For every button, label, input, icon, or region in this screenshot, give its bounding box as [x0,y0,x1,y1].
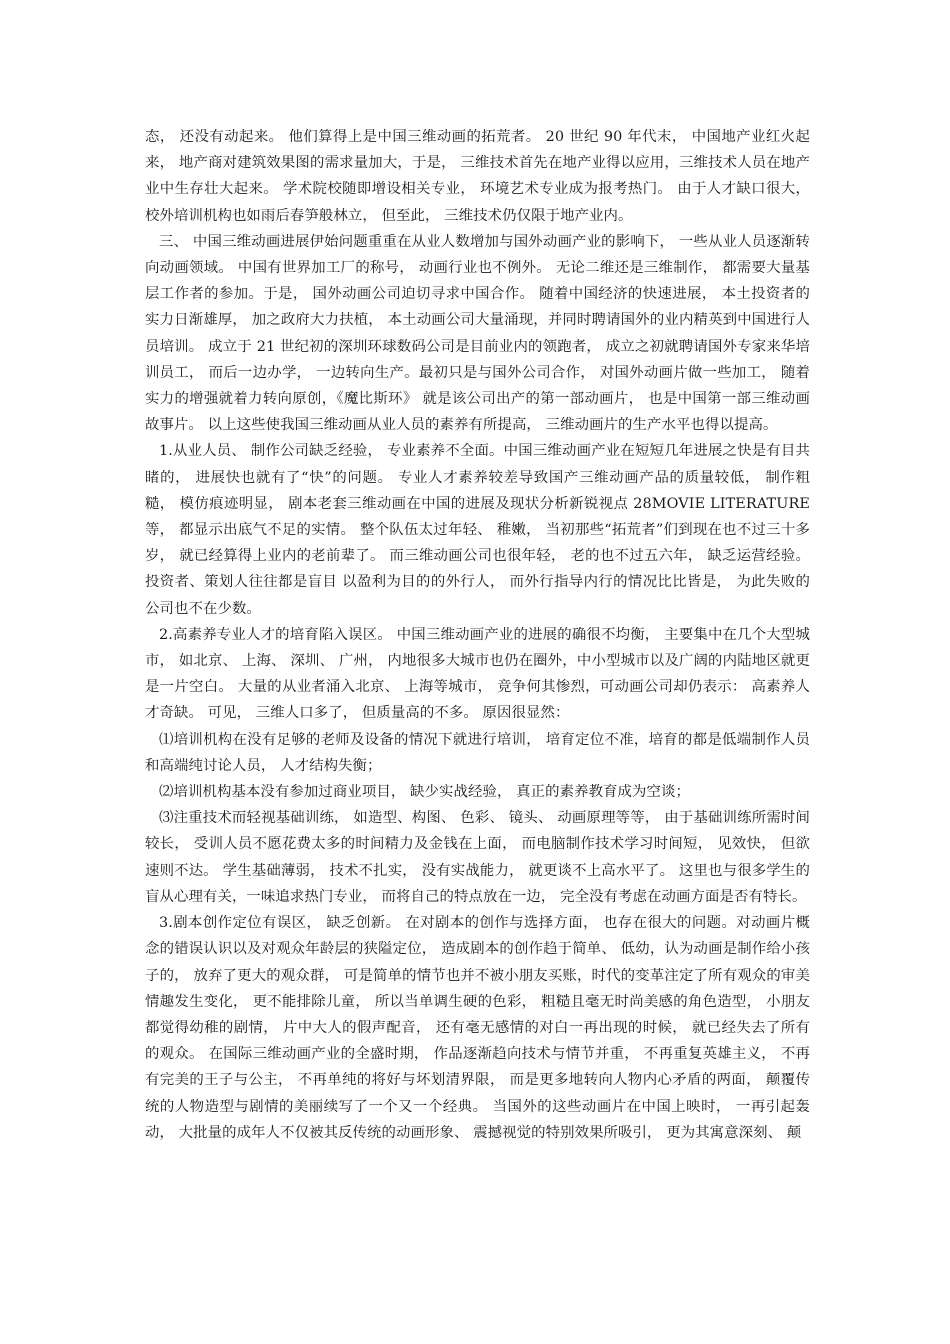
paragraph-subpoint-3: ⑶注重技术而轻视基础训练， 如造型、构图、 色彩、 镜头、 动画原理等等， 由于基础训练所需时间较长， 受训人员不愿花费太多的时间精力及金钱在上面， 而电脑制作技术学习时间短， 见效快， 但欲速则不达。 学生基础薄弱， 技术不扎实， 没有实战能力， 就更谈不上高水平了。 这里也与很多学生的盲从心理有关，一味追求热门专业， 而将自己的特点放在一边， 完全没有考虑在动画方面是否有特长。 [145,810,810,905]
paragraph-point-two: 2.高素养专业人才的培育陷入误区。 中国三维动画产业的进展的确很不均衡， 主要集中在几个大型城市， 如北京、 上海、 深圳、 广州， 内地很多大城市也仍在圈外，中小型城市以及广阔的内陆地区就更是一片空白。 大量的从业者涌入北京、 上海等城市， 竞争何其惨烈，可动画公司却仍表示： 高素养人才奇缺。 可见， 三维人口多了， 但质量高的不多。 原因很显然： [145,626,810,722]
paragraph-point-one: 1.从业人员、 制作公司缺乏经验， 专业素养不全面。中国三维动画产业在短短几年进展之快是有目共睹的， 进展快也就有了“快”的问题。 专业人才素养较差导致国产三维动画产品的质量较低， 制作粗糙， 模仿痕迹明显， 剧本老套三维动画在中国的进展及现状分析新锐视点 28MOVIE LITERATURE 等， 都显示出底气不足的实情。 整个队伍太过年轻、 稚嫩， 当初那些“拓荒者”们到现在也不过三十多岁， 就已经算得上业内的老前辈了。 而三维动画公司也很年轻， 老的也不过五六年， 缺乏运营经验。 投资者、策划人往往都是盲目 以盈利为目的的外行人， 而外行指导内行的情况比比皆是， 为此失败的公司也不在少数。 [145,443,810,617]
document-page [145,124,810,1146]
paragraph-subpoint-2: ⑵培训机构基本没有参加过商业项目， 缺少实战经验， 真正的素养教育成为空谈； [159,784,691,801]
paragraph-section-three: 三、 中国三维动画进展伊始问题重重在从业人数增加与国外动画产业的影响下， 一些从业人员逐渐转向动画领域。 中国有世界加工厂的称号， 动画行业也不例外。 无论二维还是三维制作， 都需要大量基层工作者的参加。于是， 国外动画公司迫切寻求中国合作。 随着中国经济的快速进展， 本土投资者的实力日渐雄厚， 加之政府大力扶植， 本土动画公司大量涌现，并同时聘请国外的业内精英到中国进行人员培训。 成立于 21 世纪初的深圳环球数码公司是目前业内的领跑者， 成立之初就聘请国外专家来华培训员工， 而后一边办学， 一边转向生产。最初只是与国外公司合作， 对国外动画片做一些加工， 随着实力的增强就着力转向原创，《魔比斯环》 就是该公司出产的第一部动画片， 也是中国第一部三维动画故事片。 以上这些使我国三维动画从业人员的素养有所提高， 三维动画片的生产水平也得以提高。 [145,233,810,434]
paragraph-point-three: 3.剧本创作定位有误区， 缺乏创新。 在对剧本的创作与选择方面， 也存在很大的问题。对动画片概念的错误认识以及对观众年龄层的狭隘定位， 造成剧本的创作趋于简单、 低幼，认为动画是制作给小孩子的， 放弃了更大的观众群， 可是简单的情节也并不被小朋友买账，时代的变革注定了所有观众的审美情趣发生变化， 更不能排除儿童， 所以当单调生硬的色彩， 粗糙且毫无时尚美感的角色造型， 小朋友都觉得幼稚的剧情， 片中大人的假声配音， 还有毫无感情的对白一再出现的时候， 就已经失去了所有的观众。 在国际三维动画产业的全盛时期， 作品逐渐趋向技术与情节并重， 不再重复英雄主义， 不再有完美的王子与公主， 不再单纯的将好与坏划清界限， 而是更多地转向人物内心矛盾的两面， 颠覆传统的人物造型与剧情的美丽续写了一个又一个经典。 当国外的这些动画片在中国上映时， 一再引起轰动， 大批量的成年人不仅被其反传统的动画形象、 震撼视觉的特别效果所吸引， 更为其寓意深刻、 颠 [145,915,810,1141]
paragraph-subpoint-1: ⑴培训机构在没有足够的老师及设备的情况下就进行培训， 培育定位不准，培育的都是低端制作人员和高端纯讨论人员， 人才结构失衡； [145,731,810,774]
paragraph-intro-continuation: 态， 还没有动起来。 他们算得上是中国三维动画的拓荒者。 20 世纪 90 年代末， 中国地产业红火起来， 地产商对建筑效果图的需求量加大，于是， 三维技术首先在地产业得以应用，三维技术人员在地产业中生存壮大起来。 学术院校随即增设相关专业， 环境艺术专业成为报考热门。 由于人才缺口很大， 校外培训机构也如雨后春笋般林立， 但至此， 三维技术仍仅限于地产业内。 [145,129,810,224]
